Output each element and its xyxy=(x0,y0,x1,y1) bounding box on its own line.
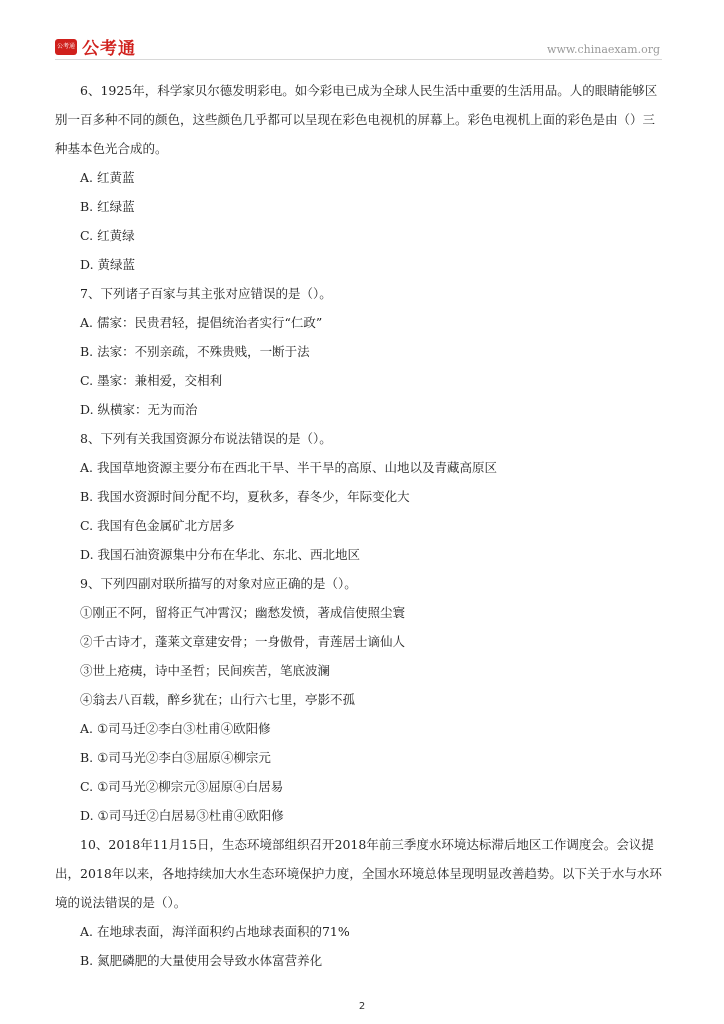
page-header xyxy=(0,0,724,62)
option: B. 氮肥磷肥的大量使用会导致水体富营养化 xyxy=(80,953,323,968)
couplet: ④翁去八百载，醉乡犹在；山行六七里，亭影不孤 xyxy=(80,692,356,707)
header-divider xyxy=(55,59,662,60)
question-stem: 9、下列四副对联所描写的对象对应正确的是（）。 xyxy=(80,576,357,591)
option: B. 我国水资源时间分配不均，夏秋多，春冬少，年际变化大 xyxy=(80,489,410,504)
logo-text: 公考通 xyxy=(82,39,136,59)
option: D. 我国石油资源集中分布在华北、东北、西北地区 xyxy=(80,547,361,562)
option: B. 红绿蓝 xyxy=(80,199,135,214)
option: B. ①司马光②李白③屈原④柳宗元 xyxy=(80,750,271,765)
question-stem: 7、下列诸子百家与其主张对应错误的是（）。 xyxy=(80,286,332,301)
option: C. 墨家：兼相爱，交相利 xyxy=(80,373,223,388)
option: D. 黄绿蓝 xyxy=(80,257,136,272)
logo-mark-icon: 公考通 xyxy=(55,39,77,55)
site-url[interactable]: www.chinaexam.org xyxy=(547,43,660,56)
option: D. 纵横家：无为而治 xyxy=(80,402,198,417)
option: C. ①司马光②柳宗元③屈原④白居易 xyxy=(80,779,284,794)
option: A. 红黄蓝 xyxy=(80,170,135,185)
option: A. 儒家：民贵君轻，提倡统治者实行“仁政” xyxy=(80,315,323,330)
option: C. 我国有色金属矿北方居多 xyxy=(80,518,235,533)
option: A. ①司马迁②李白③杜甫④欧阳修 xyxy=(80,721,271,736)
logo[interactable] xyxy=(55,34,136,59)
couplet: ②千古诗才，蓬莱文章建安骨；一身傲骨，青莲居士谪仙人 xyxy=(80,634,406,649)
question-stem: 10、2018年11月15日，生态环境部组织召开2018年前三季度水环境达标滞后地区工作调度会。会议提出，2018年以来，各地持续加大水生态环境保护力度，全国水环境总体呈现明显改善趋势。以下关于水与水环境的说法错误的是（）。 xyxy=(55,837,662,910)
couplet: ③世上疮痍，诗中圣哲；民间疾苦，笔底波澜 xyxy=(80,663,331,678)
page-number: 2 xyxy=(358,1001,366,1012)
question-stem: 6、1925年，科学家贝尔德发明彩电。如今彩电已成为全球人民生活中重要的生活用品。人的眼睛能够区别一百多种不同的颜色，这些颜色几乎都可以呈现在彩色电视机的屏幕上。彩色电视机上面的彩色是由（）三种基本色光合成的。 xyxy=(55,83,658,156)
option: B. 法家：不别亲疏，不殊贵贱，一断于法 xyxy=(80,344,310,359)
option: A. 在地球表面，海洋面积约占地球表面积的71% xyxy=(80,924,350,939)
question-stem: 8、下列有关我国资源分布说法错误的是（）。 xyxy=(80,431,332,446)
question-content xyxy=(55,76,667,975)
option: A. 我国草地资源主要分布在西北干旱、半干旱的高原、山地以及青藏高原区 xyxy=(80,460,497,475)
option: D. ①司马迁②白居易③杜甫④欧阳修 xyxy=(80,808,284,823)
option: C. 红黄绿 xyxy=(80,228,135,243)
couplet: ①刚正不阿，留将正气冲霄汉；幽愁发愤，著成信使照尘寰 xyxy=(80,605,406,620)
